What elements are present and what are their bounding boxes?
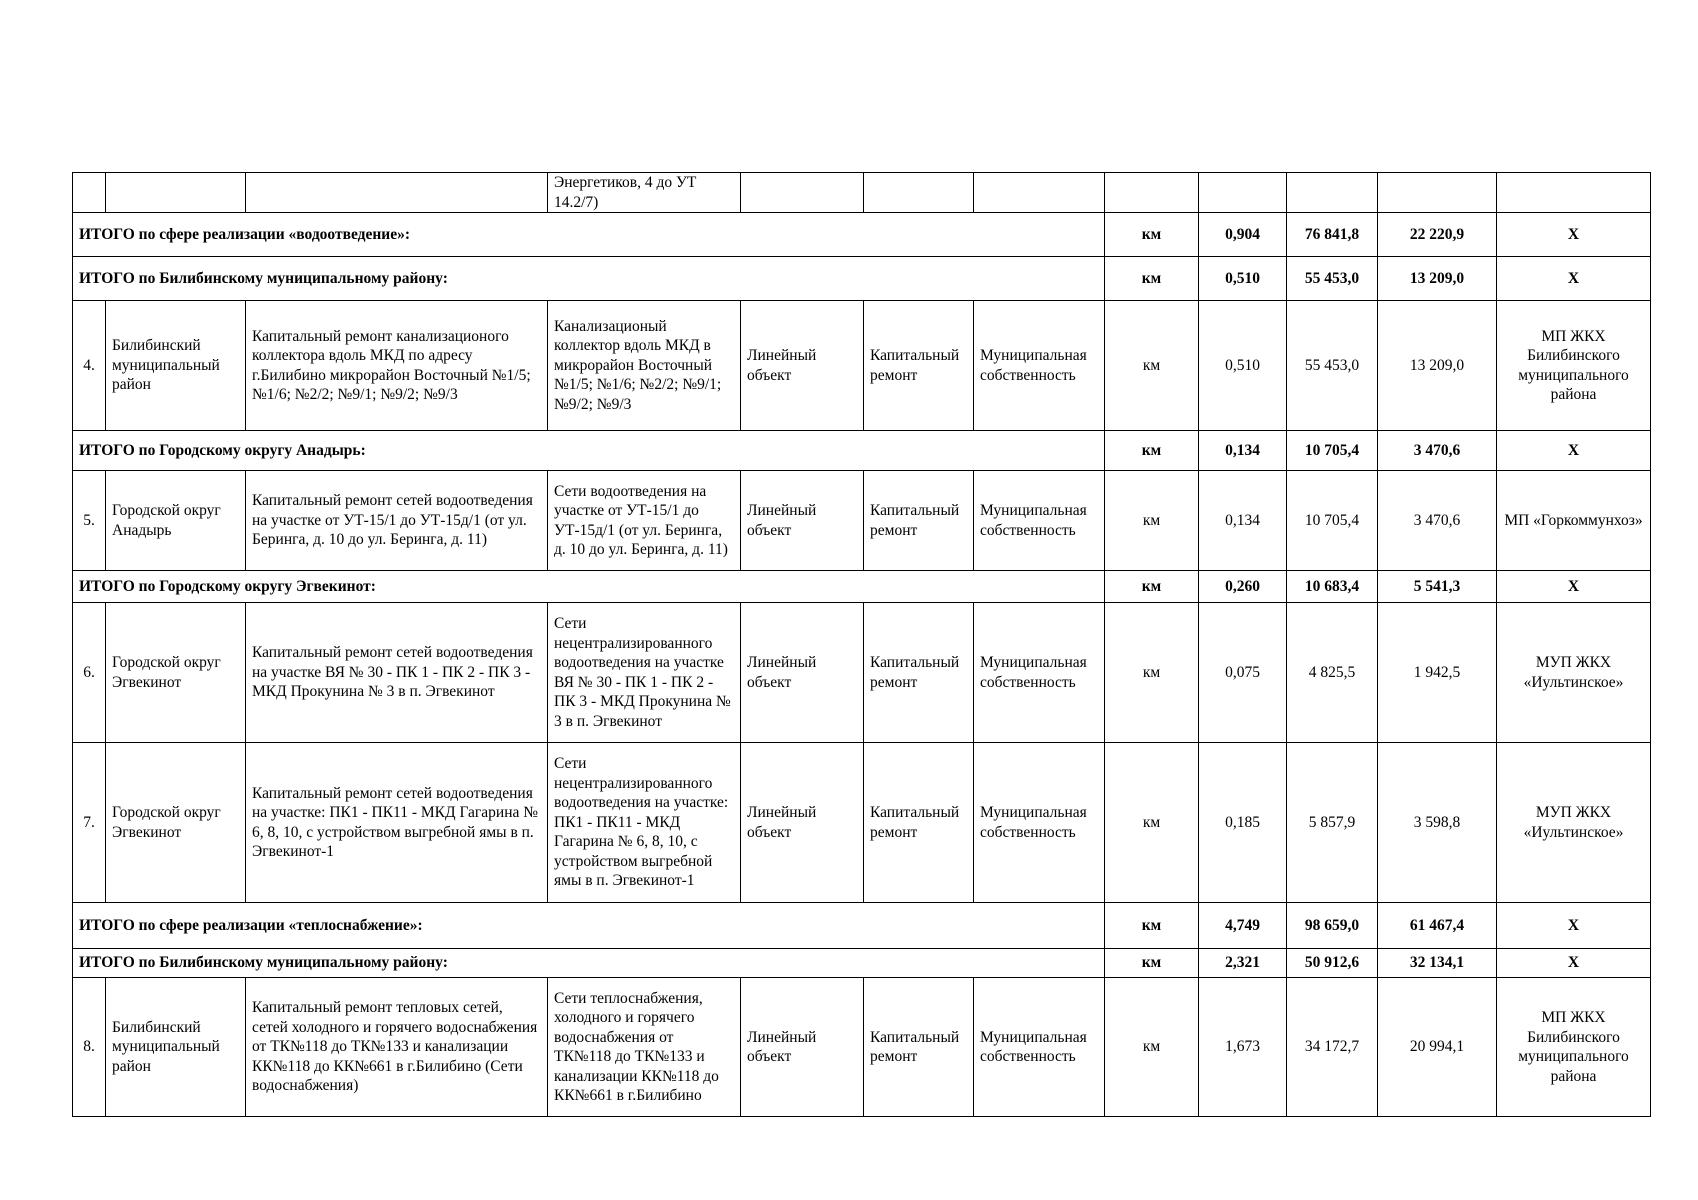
executor-cell [1497,173,1651,213]
length-cell: 0,904 [1199,213,1287,257]
budget-cell [1378,173,1497,213]
budget-cell: 1 942,5 [1378,603,1497,743]
work-description-cell: Капитальный ремонт сетей водоотведения на участке: ПК1 - ПК11 - МКД Гагарина № 6, 8, 10, с устройством выгребной ямы в п. Эгвекинот-1 [246,743,548,903]
table-body [73,173,1651,1117]
work-category-cell: Капитальный ремонт [864,471,974,571]
ownership-cell [974,173,1105,213]
executor-cell: МП «Горкоммунхоз» [1497,471,1651,571]
capital-repair-table [72,172,1651,1117]
length-cell: 0,510 [1199,301,1287,431]
unit-cell: км [1105,571,1199,603]
budget-cell: 13 209,0 [1378,257,1497,301]
executor-cell: МУП ЖКХ «Иультинское» [1497,603,1651,743]
cost-cell: 34 172,7 [1287,978,1378,1117]
work-category-cell: Капитальный ремонт [864,743,974,903]
table-row [73,471,1651,571]
unit-cell: км [1105,213,1199,257]
total-label-cell: ИТОГО по сфере реализации «водоотведение»: [73,213,1105,257]
executor-cell: МП ЖКХ Билибинского муниципального района [1497,978,1651,1117]
length-cell [1199,173,1287,213]
total-row [73,903,1651,949]
total-row [73,949,1651,978]
object-cell: Сети нецентрализированного водоотведения на участке ВЯ № 30 - ПК 1 - ПК 2 - ПК 3 - МКД Прокунина № 3 в п. Эгвекинот [548,603,741,743]
length-cell: 0,134 [1199,431,1287,471]
total-row [73,257,1651,301]
cost-cell [1287,173,1378,213]
executor-cell: Х [1497,213,1651,257]
cost-cell: 50 912,6 [1287,949,1378,978]
executor-cell: Х [1497,431,1651,471]
row-number-cell: 4. [73,301,106,431]
ownership-cell: Муниципальная собственность [974,978,1105,1117]
work-category-cell: Капитальный ремонт [864,978,974,1117]
work-description-cell: Капитальный ремонт канализационого коллектора вдоль МКД по адресу г.Билибино микрорайон Восточный №1/5; №1/6; №2/2; №9/1; №9/2; №9/3 [246,301,548,431]
ownership-cell: Муниципальная собственность [974,743,1105,903]
unit-cell: км [1105,431,1199,471]
municipality-cell: Городской округ Эгвекинот [106,603,246,743]
unit-cell: км [1105,903,1199,949]
object-cell: Сети теплоснабжения, холодного и горячего водоснабжения от ТК№118 до ТК№133 и канализации КК№118 до КК№661 в г.Билибино [548,978,741,1117]
unit-cell: км [1105,471,1199,571]
budget-cell: 3 470,6 [1378,471,1497,571]
object-type-cell [741,173,864,213]
executor-cell: Х [1497,903,1651,949]
executor-cell: Х [1497,571,1651,603]
work-category-cell [864,173,974,213]
budget-cell: 3 470,6 [1378,431,1497,471]
length-cell: 4,749 [1199,903,1287,949]
executor-cell: Х [1497,949,1651,978]
object-cell: Сети водоотведения на участке от УТ-15/1 до УТ-15д/1 (от ул. Беринга, д. 10 до ул. Беринга, д. 11) [548,471,741,571]
object-cell: Сети нецентрализированного водоотведения на участке: ПК1 - ПК11 - МКД Гагарина № 6, 8, 10, с устройством выгребной ямы в п. Эгвекинот-1 [548,743,741,903]
executor-cell: МУП ЖКХ «Иультинское» [1497,743,1651,903]
cost-cell: 10 683,4 [1287,571,1378,603]
cost-cell: 98 659,0 [1287,903,1378,949]
object-cell: Энергетиков, 4 до УТ 14.2/7) [548,173,741,213]
executor-cell: Х [1497,257,1651,301]
cost-cell: 76 841,8 [1287,213,1378,257]
unit-cell: км [1105,949,1199,978]
total-label-cell: ИТОГО по Билибинскому муниципальному району: [73,257,1105,301]
length-cell: 0,075 [1199,603,1287,743]
cost-cell: 4 825,5 [1287,603,1378,743]
cost-cell: 55 453,0 [1287,301,1378,431]
municipality-cell [106,173,246,213]
work-category-cell: Капитальный ремонт [864,603,974,743]
length-cell: 0,185 [1199,743,1287,903]
cost-cell: 5 857,9 [1287,743,1378,903]
work-description-cell [246,173,548,213]
unit-cell [1105,173,1199,213]
row-number-cell [73,173,106,213]
executor-cell: МП ЖКХ Билибинского муниципального района [1497,301,1651,431]
budget-cell: 32 134,1 [1378,949,1497,978]
table-row [73,301,1651,431]
row-number-cell: 6. [73,603,106,743]
table-row [73,743,1651,903]
unit-cell: км [1105,978,1199,1117]
work-description-cell: Капитальный ремонт тепловых сетей, сетей холодного и горячего водоснабжения от ТК№118 до ТК№133 и канализации КК№118 до КК№661 в г.Билибино (Сети водоснабжения) [246,978,548,1117]
table-row [73,173,1651,213]
total-label-cell: ИТОГО по Городскому округу Анадырь: [73,431,1105,471]
row-number-cell: 8. [73,978,106,1117]
work-description-cell: Капитальный ремонт сетей водоотведения на участке ВЯ № 30 - ПК 1 - ПК 2 - ПК 3 - МКД Прокунина № 3 в п. Эгвекинот [246,603,548,743]
unit-cell: км [1105,603,1199,743]
municipality-cell: Билибинский муниципальный район [106,301,246,431]
unit-cell: км [1105,743,1199,903]
table-row [73,978,1651,1117]
ownership-cell: Муниципальная собственность [974,301,1105,431]
object-type-cell: Линейный объект [741,603,864,743]
object-type-cell: Линейный объект [741,743,864,903]
budget-cell: 13 209,0 [1378,301,1497,431]
total-label-cell: ИТОГО по Городскому округу Эгвекинот: [73,571,1105,603]
row-number-cell: 5. [73,471,106,571]
length-cell: 2,321 [1199,949,1287,978]
total-row [73,213,1651,257]
row-number-cell: 7. [73,743,106,903]
object-type-cell: Линейный объект [741,978,864,1117]
municipality-cell: Билибинский муниципальный район [106,978,246,1117]
unit-cell: км [1105,301,1199,431]
budget-cell: 20 994,1 [1378,978,1497,1117]
cost-cell: 10 705,4 [1287,431,1378,471]
work-category-cell: Капитальный ремонт [864,301,974,431]
total-row [73,571,1651,603]
length-cell: 0,134 [1199,471,1287,571]
total-label-cell: ИТОГО по сфере реализации «теплоснабжение»: [73,903,1105,949]
ownership-cell: Муниципальная собственность [974,603,1105,743]
ownership-cell: Муниципальная собственность [974,471,1105,571]
budget-cell: 61 467,4 [1378,903,1497,949]
municipality-cell: Городской округ Анадырь [106,471,246,571]
municipality-cell: Городской округ Эгвекинот [106,743,246,903]
budget-cell: 22 220,9 [1378,213,1497,257]
budget-cell: 3 598,8 [1378,743,1497,903]
object-type-cell: Линейный объект [741,301,864,431]
object-type-cell: Линейный объект [741,471,864,571]
length-cell: 0,510 [1199,257,1287,301]
unit-cell: км [1105,257,1199,301]
work-description-cell: Капитальный ремонт сетей водоотведения на участке от УТ-15/1 до УТ-15д/1 (от ул. Беринга, д. 10 до ул. Беринга, д. 11) [246,471,548,571]
object-cell: Канализационый коллектор вдоль МКД в микрорайон Восточный №1/5; №1/6; №2/2; №9/1; №9/2; №9/3 [548,301,741,431]
table-row [73,603,1651,743]
total-row [73,431,1651,471]
cost-cell: 55 453,0 [1287,257,1378,301]
cost-cell: 10 705,4 [1287,471,1378,571]
length-cell: 0,260 [1199,571,1287,603]
total-label-cell: ИТОГО по Билибинскому муниципальному району: [73,949,1105,978]
budget-cell: 5 541,3 [1378,571,1497,603]
length-cell: 1,673 [1199,978,1287,1117]
